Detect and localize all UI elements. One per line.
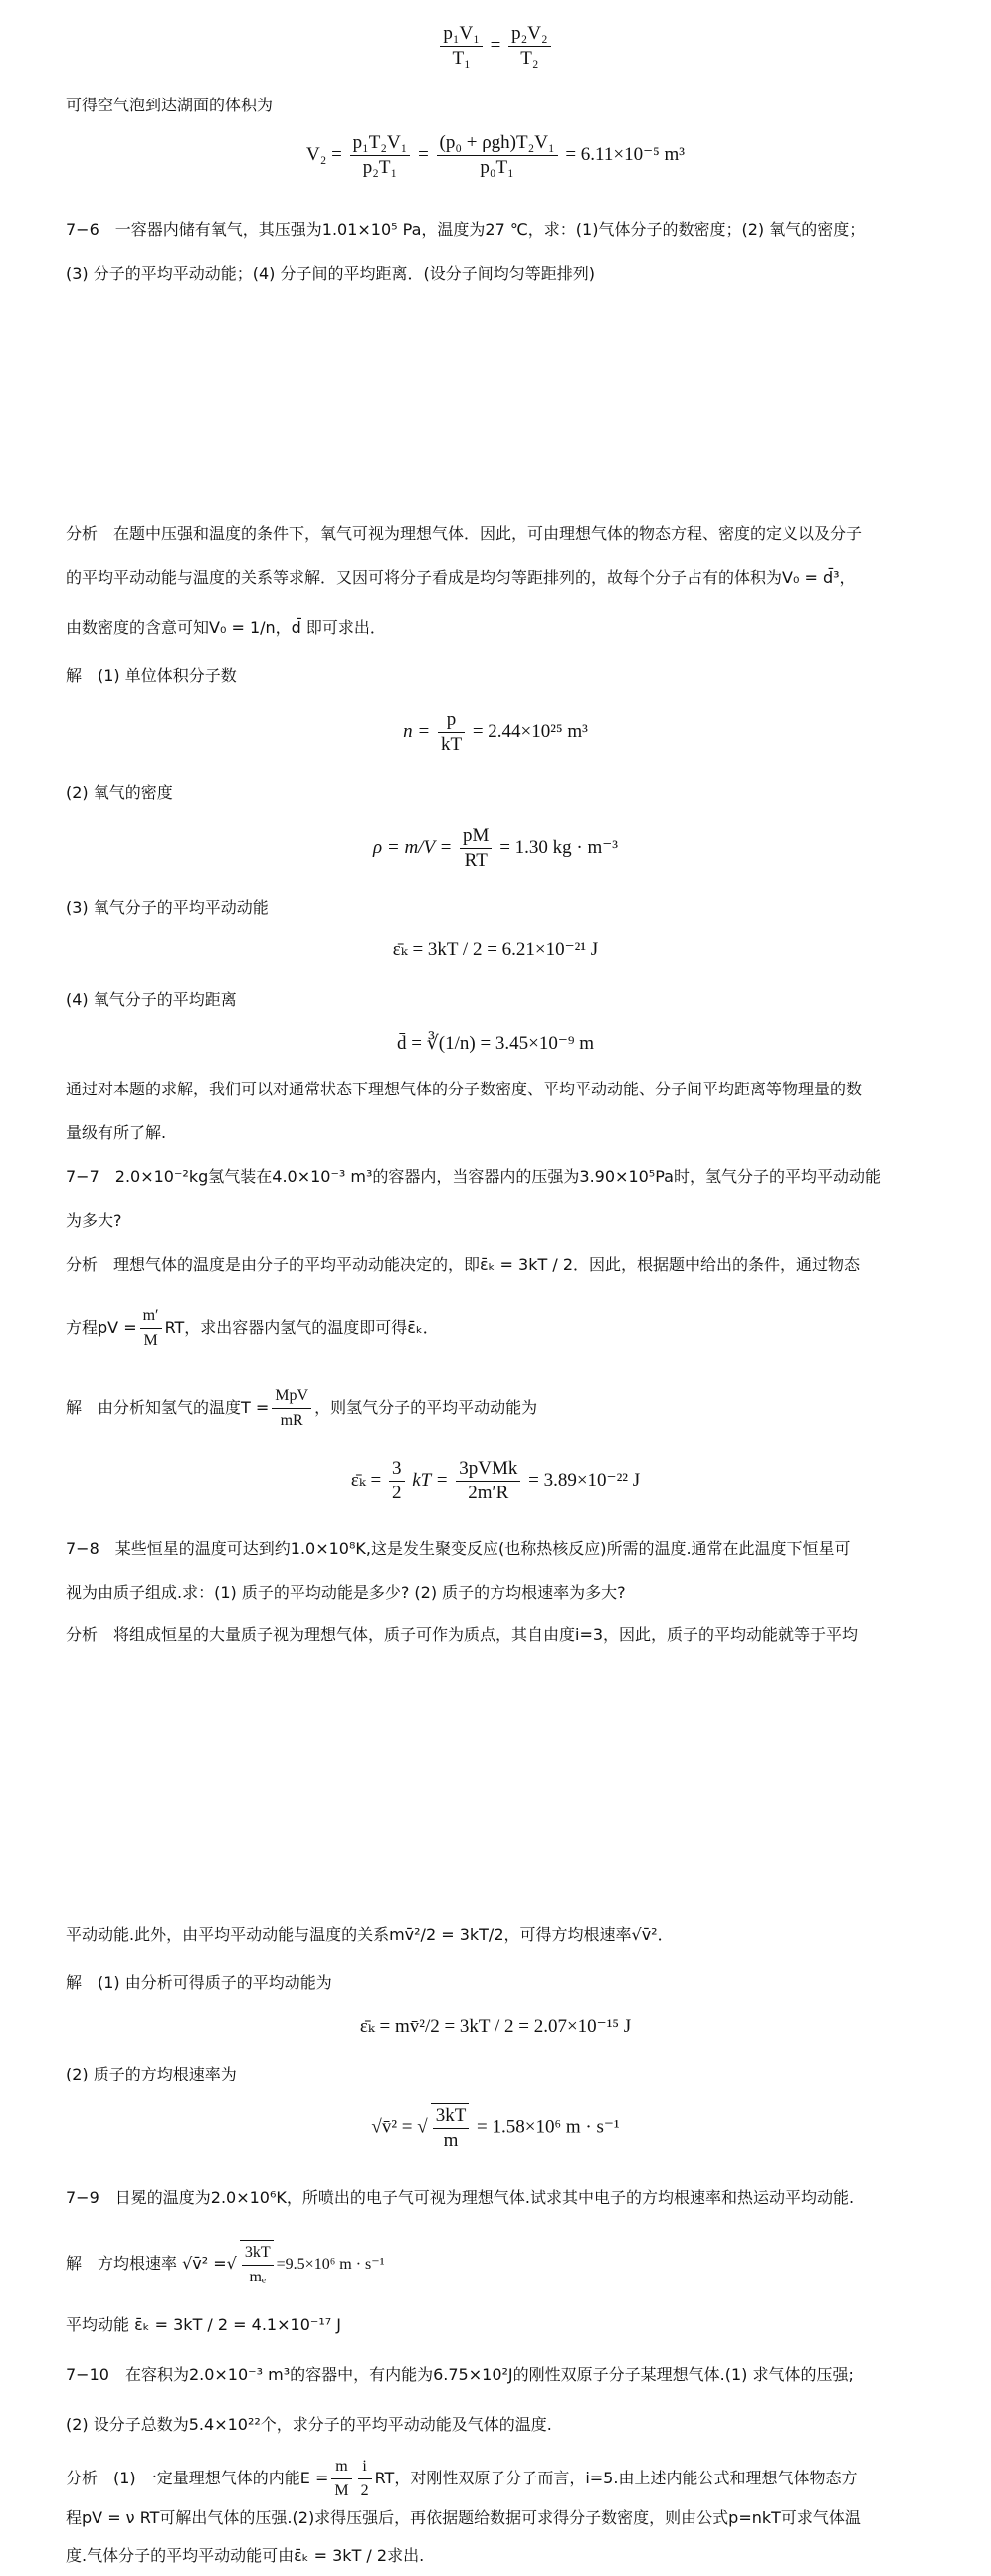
problem-7-8-analysis-cont: 平动动能.此外，由平均平动动能与温度的关系mv̄²/2 = 3kT/2，可得方均根速率√v̄²．: [66, 1925, 674, 1944]
problem-7-10-analysis-cont: 度.气体分子的平均平动动能可由ε̄ₖ = 3kT / 2求出.: [66, 2546, 425, 2565]
eq-result: =9.5×10⁶ m · s⁻¹: [276, 2256, 385, 2273]
eq-lhs: n =: [403, 720, 431, 742]
problem-7-6-analysis-cont: 的平均平动动能与温度的关系等求解．又因可将分子看成是均匀等距排列的，故每个分子占有的体积为V₀ = d̄³，: [66, 568, 856, 587]
problem-7-8-statement-cont: 视为由质子组成.求：(1) 质子的平均动能是多少? (2) 质子的方均根速率为多大?: [66, 1583, 626, 1602]
problem-7-10-statement: 7−10 在容积为2.0×10⁻³ m³的容器中，有内能为6.75×10²J的刚性双原子分子某理想气体.(1) 求气体的压强;: [66, 2365, 854, 2384]
problem-7-8-solution-head: 解 (1) 由分析可得质子的平均动能为: [66, 1973, 332, 1992]
text-run: 解 方均根速率 √v̄² =: [66, 2254, 227, 2273]
problem-7-6-analysis-cont: 由数密度的含意可知V₀ = 1/n，d̄ 即可求出．: [66, 618, 386, 637]
eq-numerator: 3kT: [242, 2241, 274, 2266]
paragraph: 量级有所了解.: [66, 1123, 167, 1142]
problem-7-9-solution: 解 方均根速率 √v̄² =√ $\frac{3kT}{\text{mₑ}}$ =9.5×10⁶ m · s⁻¹: [66, 2239, 941, 2289]
text-run: 分析 (1) 一定量理想气体的内能E =: [66, 2469, 329, 2487]
text-run: RT，对刚性双原子分子而言，i=5.由上述内能公式和理想气体物态方: [374, 2469, 858, 2487]
eq-numerator: 3kT: [433, 2104, 470, 2129]
eq-denominator: m: [443, 2130, 459, 2151]
problem-7-6-statement-cont: (3) 分子的平均平动动能；(4) 分子间的平均距离．(设分子间均匀等距排列): [66, 264, 595, 283]
paragraph: 可得空气泡到达湖面的体积为: [66, 96, 274, 114]
eq-result: = 1.58×10⁶ m · s⁻¹: [477, 2116, 620, 2138]
eq-numerator: p₂V₂: [508, 22, 550, 47]
text-run: 方程pV =: [66, 1318, 137, 1337]
eq-result: = 2.44×10²⁵ m³: [472, 720, 588, 742]
eq-denominator: 2: [360, 2482, 369, 2499]
eq-numerator: p₁T₂V₁: [350, 131, 411, 156]
eq-lhs: ε̄ₖ =: [350, 1469, 382, 1490]
eq-mid: kT =: [412, 1469, 449, 1490]
eq-lhs: ρ = m/V =: [373, 836, 453, 858]
bubble-volume-equation: V₂ = $\frac{\text{p₁T₂V₁}}{\text{p₂T₁}}$ = (p₀ + ρgh)T₂V₁ p₀T₁ = 6.11×10⁻⁵ m³: [306, 132, 685, 178]
problem-7-7-statement-cont: 为多大?: [66, 1211, 122, 1230]
eq-denominator: M: [143, 1332, 158, 1349]
eq-lhs: V₂ =: [306, 143, 342, 165]
eq-lhs: √v̄² =: [371, 2116, 413, 2138]
number-density-equation: [0, 708, 991, 757]
sub-heading: (4) 氧气分子的平均距离: [66, 990, 237, 1009]
text-run: 解 由分析知氢气的温度T =: [66, 1398, 270, 1417]
problem-7-10-statement-cont: (2) 设分子总数为5.4×10²²个，求分子的平均平动动能及气体的温度.: [66, 2415, 552, 2434]
proton-rms-speed-equation: √v̄² = √ $\frac{3kT}{m}$ = 1.58×10⁶ m · s⁻¹: [371, 2105, 620, 2151]
density-equation: [0, 824, 991, 873]
eq-numerator: 3: [389, 1457, 405, 1482]
problem-7-9-statement: 7−9 日冕的温度为2.0×10⁶K，所喷出的电子气可视为理想气体.试求其中电子的方均根速率和热运动平均动能.: [66, 2188, 855, 2207]
problem-7-10-analysis: [66, 2454, 941, 2503]
sub-heading: (2) 氧气的密度: [66, 783, 173, 802]
problem-7-7-analysis: 分析 理想气体的温度是由分子的平均平动动能决定的，即ε̄ₖ = 3kT / 2．因此，根据题中给出的条件，通过物态: [66, 1255, 861, 1274]
sub-heading: (2) 质子的方均根速率为: [66, 2065, 237, 2083]
eq-denominator: T₁: [452, 48, 471, 69]
eq-numerator: i: [358, 2455, 372, 2479]
ideal-gas-ratio-equation: $\frac{\text{p₁V₁}}{\text{T₁}}$ = $\frac{\text{p₂V₂}}{\text{T₂}}$: [0, 22, 991, 71]
eq-denominator: T₂: [520, 48, 539, 69]
eq-numerator: MpV: [272, 1384, 311, 1409]
eq-denominator: M: [334, 2482, 349, 2499]
electron-kinetic-energy: 平均动能 ε̄ₖ = 3kT / 2 = 4.1×10⁻¹⁷ J: [66, 2315, 341, 2334]
problem-7-7-analysis-cont: [66, 1303, 941, 1353]
kinetic-energy-equation: ε̄ₖ = 3kT / 2 = 6.21×10⁻²¹ J: [392, 939, 599, 960]
eq-numerator: 3pVMk: [456, 1457, 520, 1482]
eq-numerator: m: [331, 2455, 351, 2479]
paragraph: 通过对本题的求解，我们可以对通常状态下理想气体的分子数密度、平均平动动能、分子间平均距离等物理量的数: [66, 1080, 863, 1098]
eq-numerator: (p₀ + ρgh)T₂V₁: [437, 131, 558, 156]
problem-7-7-statement: 7−7 2.0×10⁻²kg氢气装在4.0×10⁻³ m³的容器内，当容器内的压强为3.90×10⁵Pa时，氢气分子的平均平动动能: [66, 1167, 881, 1186]
eq-denominator: 2m′R: [468, 1483, 509, 1503]
eq-result: = 3.89×10⁻²² J: [528, 1469, 641, 1490]
eq-denominator: mₑ: [249, 2268, 267, 2285]
eq-result: = 1.30 kg · m⁻³: [499, 836, 618, 858]
eq-numerator: p₁V₁: [440, 22, 482, 47]
eq-denominator: 2: [392, 1483, 402, 1503]
problem-7-8-statement: 7−8 某些恒星的温度可达到约1.0×10⁸K,这是发生聚变反应(也称热核反应)所需的温度.通常在此温度下恒星可: [66, 1539, 851, 1558]
sub-heading: (3) 氧气分子的平均平动动能: [66, 898, 269, 917]
problem-7-6-analysis: 分析 在题中压强和温度的条件下，氧气可视为理想气体．因此，可由理想气体的物态方程、密度的定义以及分子: [66, 524, 863, 543]
eq-denominator: p₀T₁: [480, 157, 514, 178]
problem-7-6-statement: 7−6 一容器内储有氧气，其压强为1.01×10⁵ Pa，温度为27 ℃，求：(1)气体分子的数密度；(2) 氧气的密度；: [66, 220, 866, 239]
problem-7-10-analysis-cont: 程pV = ν RT可解出气体的压强.(2)求得压强后，再依据题给数据可求得分子数密度，则由公式p=nkT可求气体温: [66, 2508, 861, 2527]
hydrogen-kinetic-energy-equation: [0, 1457, 991, 1505]
eq-denominator: mR: [280, 1412, 303, 1429]
problem-7-7-solution: [66, 1383, 941, 1433]
text-run: RT，求出容器内氢气的温度即可得ε̄ₖ．: [164, 1318, 439, 1337]
problem-7-8-analysis: 分析 将组成恒星的大量质子视为理想气体，质子可作为质点，其自由度i=3，因此，质子的平均动能就等于平均: [66, 1625, 859, 1644]
eq-numerator: p: [438, 708, 465, 733]
text-run: ，则氢气分子的平均平动动能为: [314, 1398, 538, 1417]
eq-denominator: p₂T₁: [362, 157, 398, 178]
mean-distance-equation: d̄ = ∛(1/n) = 3.45×10⁻⁹ m: [396, 1033, 595, 1054]
eq-numerator: pM: [460, 824, 492, 849]
problem-7-6-solution-head: 解 (1) 单位体积分子数: [66, 666, 237, 685]
eq-denominator: kT: [440, 734, 463, 755]
proton-kinetic-energy-equation: ε̄ₖ = mv̄²/2 = 3kT / 2 = 2.07×10⁻¹⁵ J: [359, 2016, 632, 2037]
eq-numerator: m′: [140, 1304, 162, 1329]
eq-denominator: RT: [464, 850, 488, 871]
eq-result: = 6.11×10⁻⁵ m³: [565, 143, 685, 165]
